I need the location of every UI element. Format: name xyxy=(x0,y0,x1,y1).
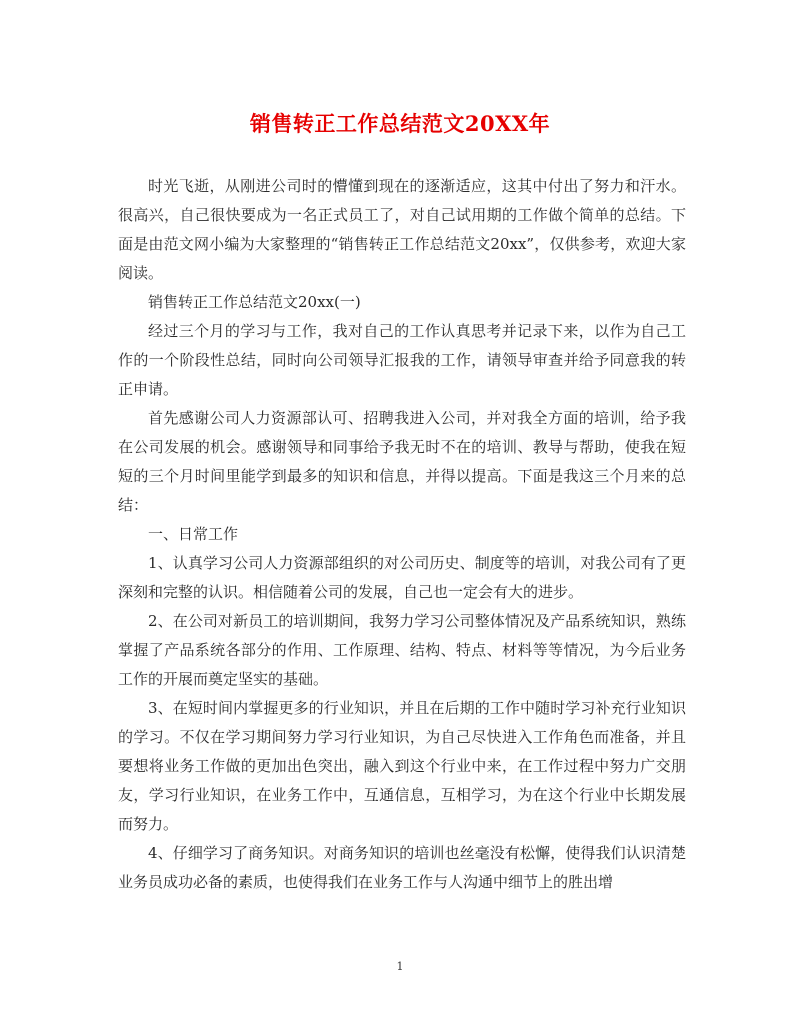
document-body xyxy=(118,172,686,897)
intro-paragraph: 时光飞逝，从刚进公司时的懵懂到现在的逐渐适应，这其中付出了努力和汗水。很高兴，自己很快要成为一名正式员工了，对自己试用期的工作做个简单的总结。下面是由范文网小编为大家整理的“销售转正工作总结范文20xx”，仅供参考，欢迎大家阅读。 xyxy=(118,177,686,282)
list-item: 1、认真学习公司人力资源部组织的对公司历史、制度等的培训，对我公司有了更深刻和完整的认识。相信随着公司的发展，自己也一定会有大的进步。 xyxy=(118,554,686,601)
body-paragraph: 首先感谢公司人力资源部认可、招聘我进入公司，并对我全方面的培训，给予我在公司发展的机会。感谢领导和同事给予我无时不在的培训、教导与帮助，使我在短短的三个月时间里能学到最多的知识和信息，并得以提高。下面是我这三个月来的总结： xyxy=(118,409,686,514)
page-number: 1 xyxy=(396,960,404,973)
list-item: 4、仔细学习了商务知识。对商务知识的培训也丝毫没有松懈，使得我们认识清楚业务员成功必备的素质，也使得我们在业务工作与人沟通中细节上的胜出增 xyxy=(118,844,686,891)
list-item: 3、在短时间内掌握更多的行业知识，并且在后期的工作中随时学习补充行业知识的学习。不仅在学习期间努力学习行业知识，为自己尽快进入工作角色而准备，并且要想将业务工作做的更加出色突出，融入到这个行业中来，在工作过程中努力广交朋友，学习行业知识，在业务工作中，互通信息，互相学习，为在这个行业中长期发展而努力。 xyxy=(118,699,686,833)
body-paragraph: 经过三个月的学习与工作，我对自己的工作认真思考并记录下来，以作为自己工作的一个阶段性总结，同时向公司领导汇报我的工作，请领导审查并给予同意我的转正申请。 xyxy=(118,322,686,398)
list-item: 2、在公司对新员工的培训期间，我努力学习公司整体情况及产品系统知识，熟练掌握了产品系统各部分的作用、工作原理、结构、特点、材料等等情况，为今后业务工作的开展而奠定坚实的基础。 xyxy=(118,612,686,688)
subsection-heading: 一、日常工作 xyxy=(148,525,239,543)
document-title: 销售转正工作总结范文20XX年 xyxy=(249,111,551,136)
section-heading: 销售转正工作总结范文20xx(一) xyxy=(148,293,361,311)
